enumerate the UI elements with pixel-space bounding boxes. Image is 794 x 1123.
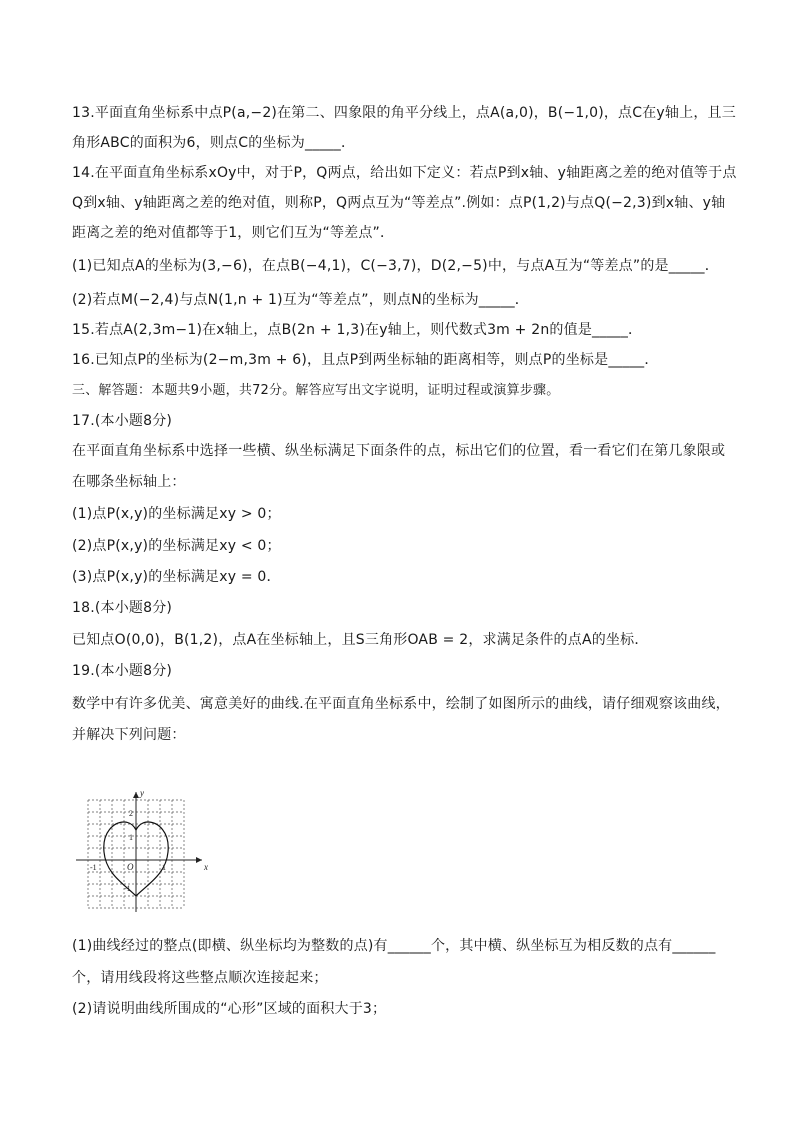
question-18-heading: 18.(本小题8分) <box>72 600 173 616</box>
y-tick-1: 1 <box>129 833 133 842</box>
question-13-line-2: 角形ABC的面积为6，则点C的坐标为_____． <box>72 135 356 151</box>
question-17-line-1: 在平面直角坐标系中选择一些横、纵坐标满足下面条件的点，标出它们的位置，看一看它们在第几象限或 <box>72 443 726 459</box>
coordinate-plane-graphic <box>72 786 212 916</box>
question-17-part-2: (2)点P(x,y)的坐标满足xy < 0； <box>72 538 281 554</box>
y-axis-label: y <box>140 788 144 798</box>
question-19-part-2: (2)请说明曲线所围成的“心形”区域的面积大于3； <box>72 1001 387 1017</box>
x-tick-neg1: -1 <box>90 863 97 872</box>
y-tick-neg1: -1 <box>124 884 131 893</box>
x-axis-arrow <box>196 857 202 863</box>
question-16: 16.已知点P的坐标为(2−m,3m + 6)，且点P到两坐标轴的距离相等，则点P的坐标是_____． <box>72 352 659 368</box>
question-19-heading: 19.(本小题8分) <box>72 663 173 679</box>
question-19-line-2: 并解决下列问题： <box>72 727 186 743</box>
question-13-line-1: 13.平面直角坐标系中点P(a,−2)在第二、四象限的角平分线上，点A(a,0)，B(−1,0)，点C在y轴上，且三 <box>72 105 736 121</box>
question-17-part-1: (1)点P(x,y)的坐标满足xy > 0； <box>72 506 281 522</box>
question-19-part-1-line-1: (1)曲线经过的整点(即横、纵坐标均为整数的点)有______个，其中横、纵坐标互为相反数的点有______ <box>72 938 716 954</box>
x-tick-1: 1 <box>162 863 166 872</box>
question-17-part-3: (3)点P(x,y)的坐标满足xy = 0． <box>72 569 281 585</box>
heart-curve-figure <box>72 786 212 916</box>
question-17-heading: 17.(本小题8分) <box>72 413 173 429</box>
y-axis-arrow <box>133 792 139 798</box>
y-tick-2: 2 <box>129 809 133 818</box>
question-15: 15.若点A(2,3m−1)在x轴上，点B(2n + 1,3)在y轴上，则代数式3m + 2n的值是_____． <box>72 322 643 338</box>
question-19-part-1-line-2: 个，请用线段将这些整点顺次连接起来； <box>72 970 328 986</box>
origin-label: O <box>127 862 134 872</box>
question-14-line-3: 距离之差的绝对值都等于1，则它们互为“等差点”． <box>72 225 395 241</box>
section-heading-3: 三、解答题：本题共9小题，共72分。解答应写出文字说明，证明过程或演算步骤。 <box>72 383 560 398</box>
question-17-line-2: 在哪条坐标轴上： <box>72 474 186 490</box>
question-19-line-1: 数学中有许多优美、寓意美好的曲线.在平面直角坐标系中，绘制了如图所示的曲线，请仔细观察该曲线， <box>72 696 730 712</box>
question-14-part-2: (2)若点M(−2,4)与点N(1,n + 1)互为“等差点”，则点N的坐标为_____． <box>72 292 529 308</box>
question-14-line-2: Q到x轴、y轴距离之差的绝对值，则称P，Q两点互为“等差点”.例如：点P(1,2)与点Q(−2,3)到x轴、y轴 <box>72 195 726 211</box>
question-14-part-1: (1)已知点A的坐标为(3,−6)，在点B(−4,1)，C(−3,7)，D(2,−5)中，与点A互为“等差点”的是_____． <box>72 258 719 274</box>
question-18-text: 已知点O(0,0)，B(1,2)，点A在坐标轴上，且S三角形OAB = 2，求满足条件的点A的坐标． <box>72 632 649 648</box>
question-14-line-1: 14.在平面直角坐标系xOy中，对于P，Q两点，给出如下定义：若点P到x轴、y轴距离之差的绝对值等于点 <box>72 165 737 181</box>
x-axis-label: x <box>204 862 208 872</box>
